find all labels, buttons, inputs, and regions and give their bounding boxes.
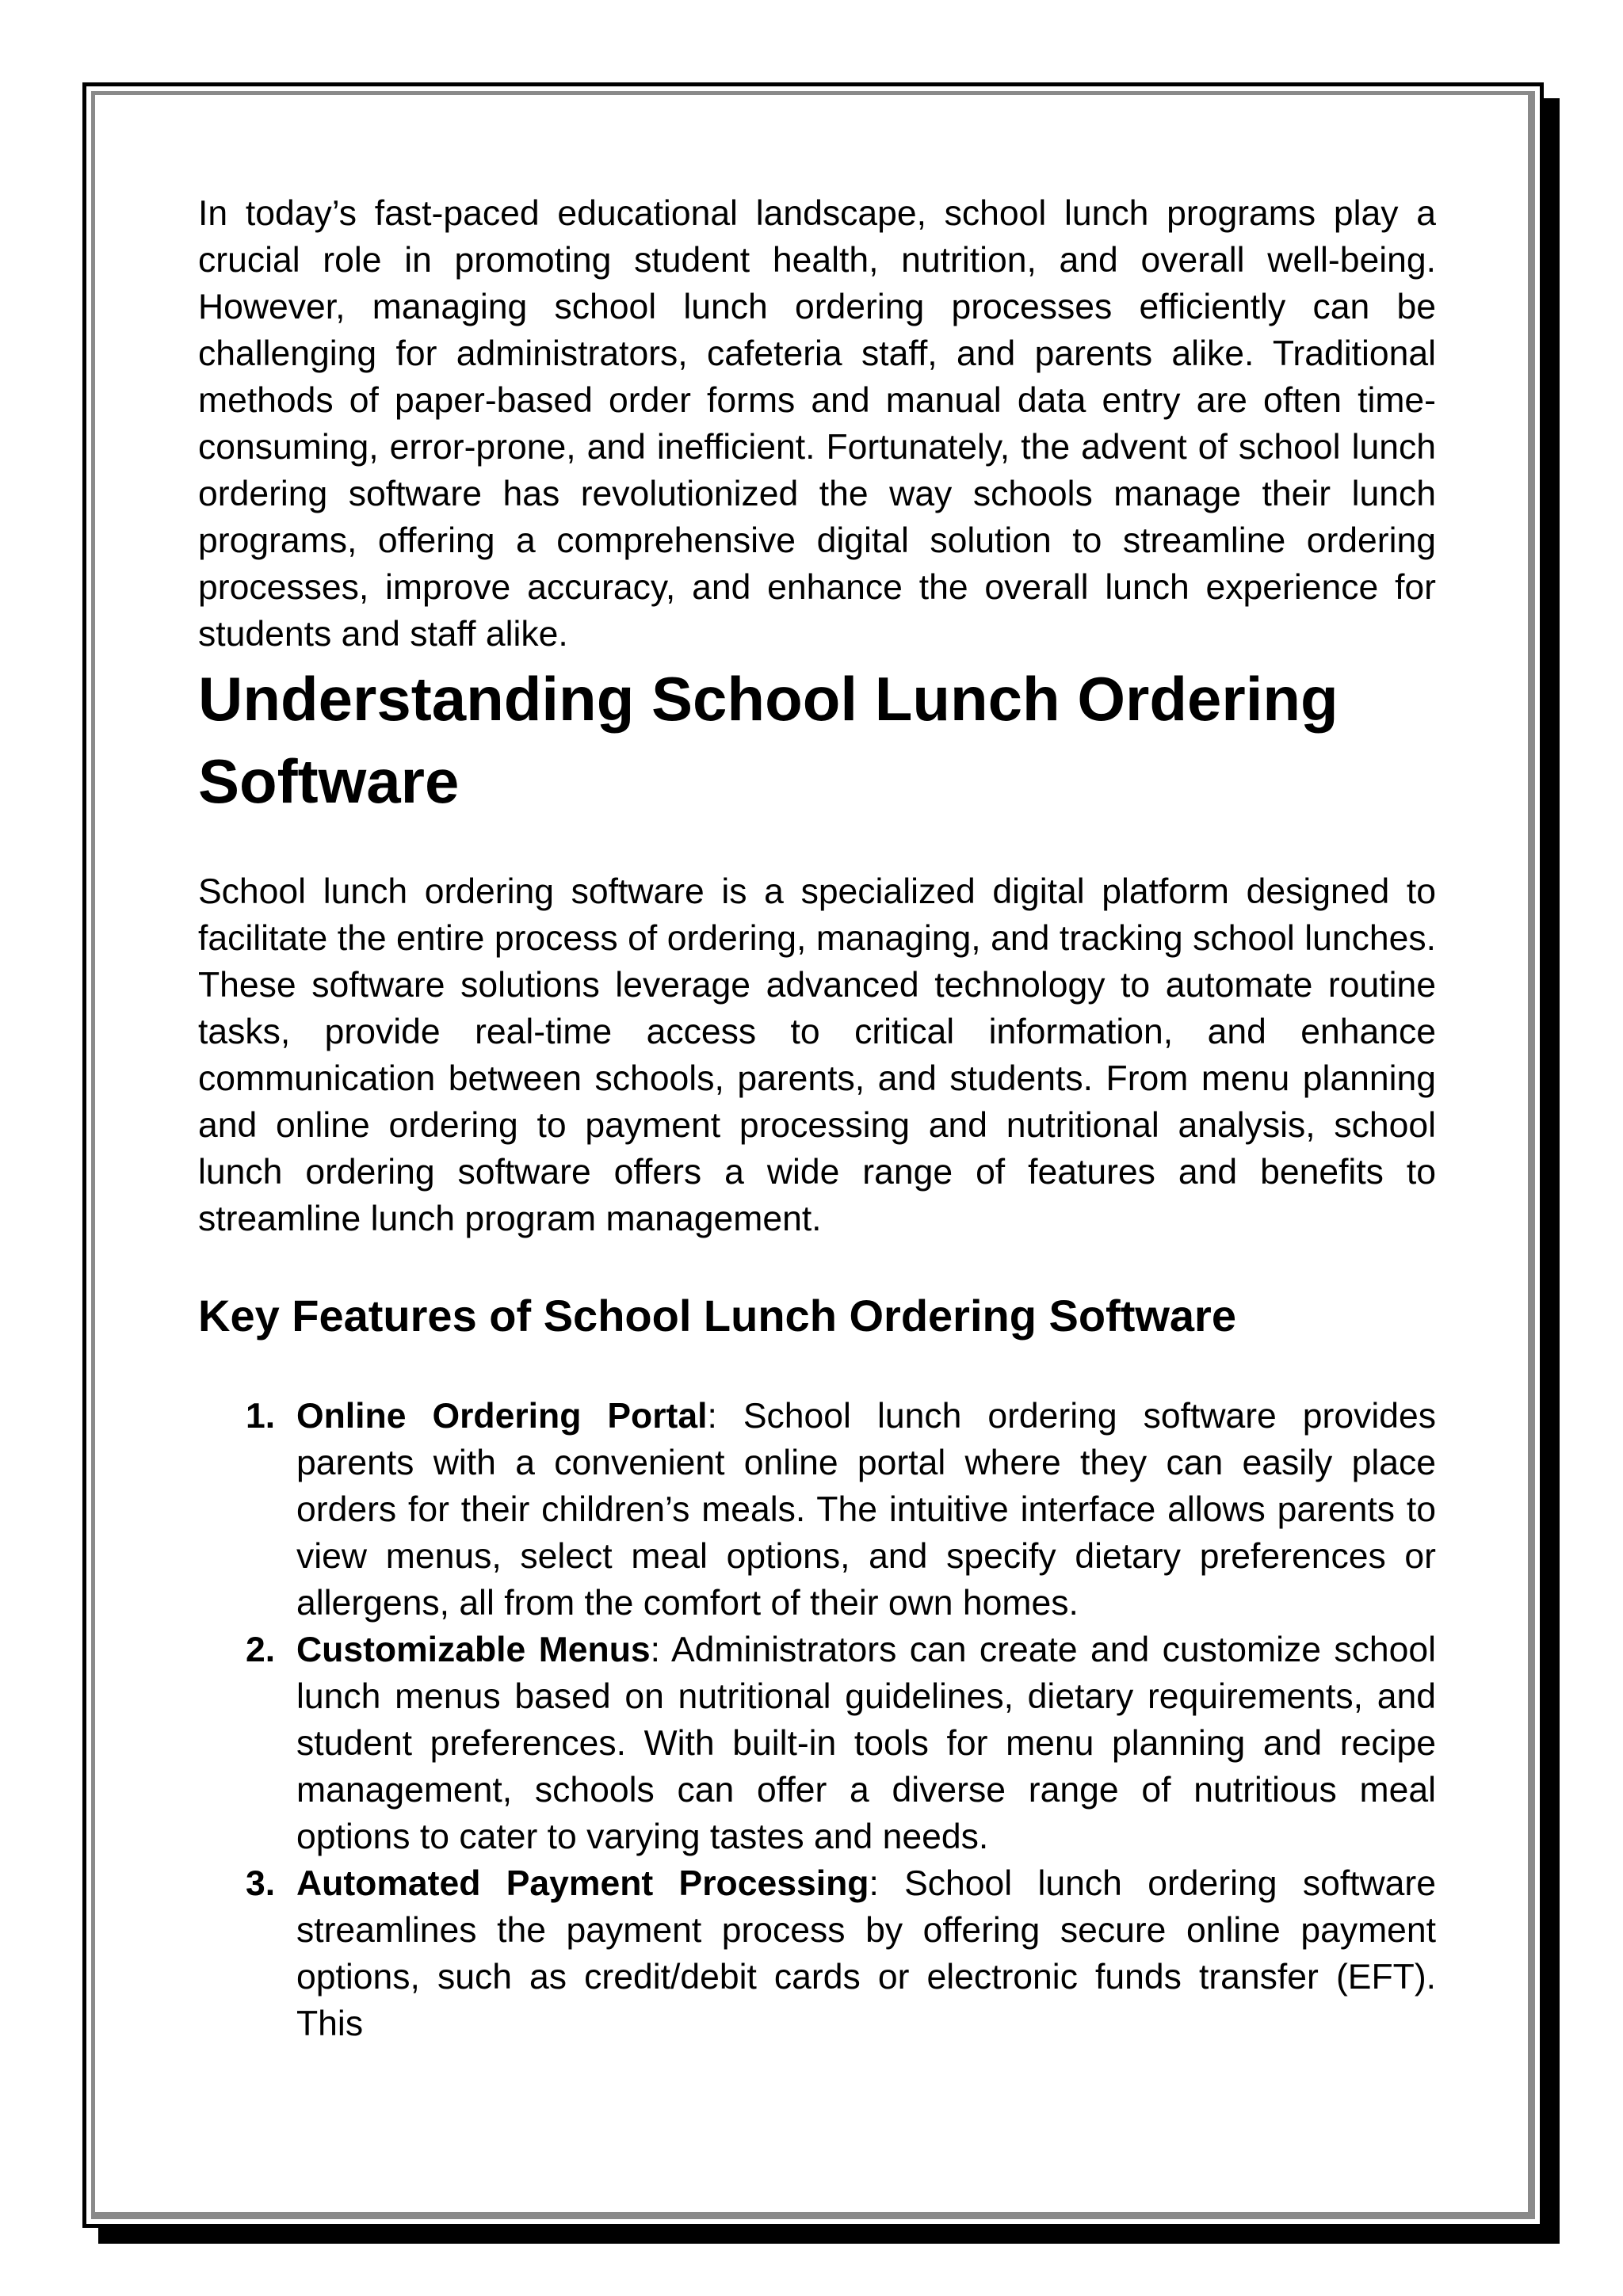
list-item	[198, 1860, 1436, 2047]
features-heading: Key Features of School Lunch Ordering Software	[198, 1291, 1236, 1341]
features-list	[198, 1393, 1436, 2047]
section-heading: Understanding School Lunch Ordering Software	[198, 664, 1338, 816]
intro-paragraph: In today’s fast-paced educational landscape, school lunch programs play a crucial role in promoting student health, nutrition, and overall well-being. However, managing school lunch ordering processes efficiently can be challenging for administrators, cafeteria staff, and parents alike. Traditional methods of paper-based order forms and manual data entry are often time- consuming, error-prone, and inefficient. Fortunately, the advent of school lunch ordering software has revolutionized the way schools manage their lunch programs, offering a comprehensive digital solution to streamline ordering processes, improve accuracy, and enhance the overall lunch experience for students and staff alike.	[198, 194, 1436, 654]
list-item-number: 3.	[246, 1864, 276, 1903]
list-item-term: Online Ordering Portal	[296, 1397, 708, 1436]
list-item-term: Automated Payment Processing	[296, 1864, 869, 1903]
list-item-number: 2.	[246, 1630, 276, 1669]
list-item-text: : Administrators can create and customize school lunch menus based on nutritional guidelines, dietary requirements, and student preferences. With built-in tools for menu planning and recipe management, schools can offer a diverse range of nutritious meal options to cater to varying tastes and needs.	[296, 1630, 1437, 1856]
list-item-term: Customizable Menus	[296, 1630, 651, 1669]
list-item	[198, 1393, 1436, 1627]
document-content	[198, 190, 1436, 2047]
list-item-number: 1.	[246, 1397, 276, 1436]
section-paragraph: School lunch ordering software is a specialized digital platform designed to facilitate the entire process of ordering, managing, and tracking school lunches. These software solutions leverage advanced technology to automate routine tasks, provide real-time access to critical information, and enhance communication between schools, parents, and students. From menu planning and online ordering to payment processing and nutritional analysis, school lunch ordering software offers a wide range of features and benefits to streamline lunch program management.	[198, 872, 1436, 1238]
list-item-text: : School lunch ordering software provides parents with a convenient online portal where they can easily place orders for their children’s meals. The intuitive interface allows parents to view menus, select meal options, and specify dietary preferences or allergens, all from the comfort of their own homes.	[296, 1397, 1437, 1623]
list-item-text: : School lunch ordering software streamlines the payment process by offering secure online payment options, such as credit/debit cards or electronic funds transfer (EFT). This	[296, 1864, 1436, 2043]
list-item	[198, 1627, 1436, 1860]
